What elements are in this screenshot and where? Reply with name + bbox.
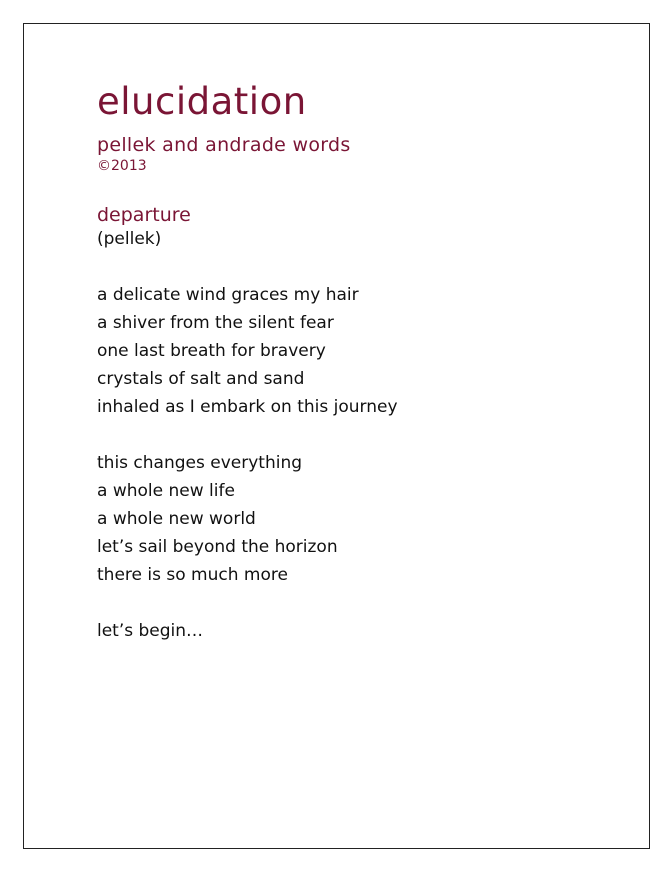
document-subtitle: pellek and andrade words — [97, 134, 351, 156]
poem-line: this changes everything — [97, 453, 303, 473]
poem-line: one last breath for bravery — [97, 341, 326, 361]
poem-line: a shiver from the silent fear — [97, 313, 334, 333]
document-title: elucidation — [97, 80, 307, 123]
poem-line: a whole new life — [97, 481, 235, 501]
poem-line: crystals of salt and sand — [97, 369, 305, 389]
poem-stanza-3 — [97, 617, 617, 645]
copyright-notice: ©2013 — [97, 158, 147, 174]
poem-line: there is so much more — [97, 565, 288, 585]
page-content — [97, 80, 617, 645]
poem-line: a delicate wind graces my hair — [97, 285, 359, 305]
poem-line: a whole new world — [97, 509, 256, 529]
poem-stanza-1 — [97, 281, 617, 421]
poem-line: let’s begin… — [97, 621, 204, 641]
poem-stanza-2 — [97, 449, 617, 589]
poem-line: let’s sail beyond the horizon — [97, 537, 338, 557]
poem-line: inhaled as I embark on this journey — [97, 397, 398, 417]
document-page — [23, 23, 650, 849]
poem-title: departure — [97, 204, 191, 226]
poem-author: (pellek) — [97, 229, 162, 249]
